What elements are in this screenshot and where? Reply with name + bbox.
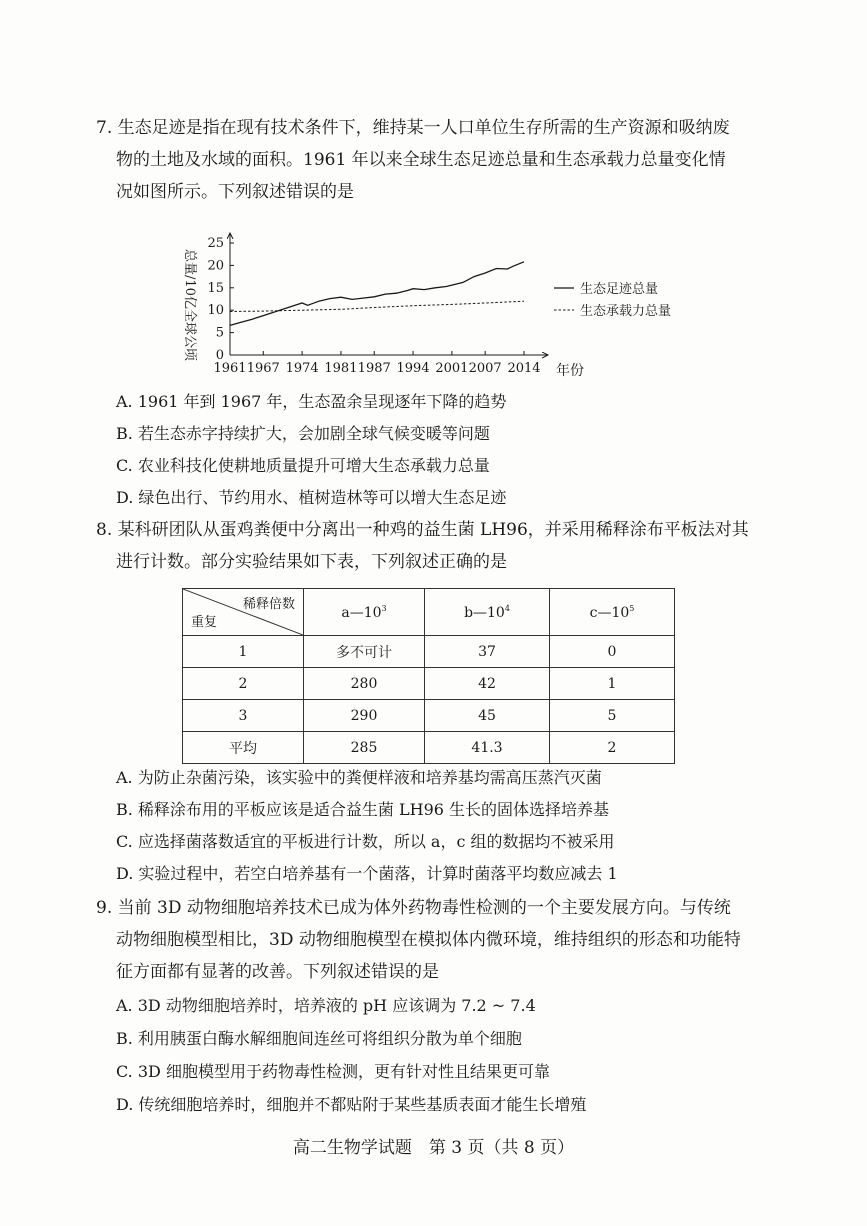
- table-cell: 290: [304, 700, 425, 732]
- legend-label: 生态承载力总量: [580, 304, 672, 319]
- diagonal-header-dilution: 稀释倍数: [242, 597, 295, 612]
- question-7-stem-line-1: 7. 生态足迹是指在现有技术条件下，维持某一人口单位生存所需的生产资源和吸纳废: [96, 118, 730, 138]
- y-tick-label: 20: [207, 258, 224, 274]
- table-cell: 45: [425, 700, 550, 732]
- table-cell: 多不可计: [304, 636, 425, 668]
- x-tick-label: 1981: [324, 361, 358, 376]
- question-7-option-d: D. 绿色出行、节约用水、植树造林等可以增大生态足迹: [116, 488, 507, 507]
- table-cell: 平均: [183, 732, 304, 764]
- chart-x-axis-label: 年份: [556, 363, 584, 379]
- table-cell: 42: [425, 668, 550, 700]
- question-9-stem-line-1: 9. 当前 3D 动物细胞培养技术已成为体外药物毒性检测的一个主要发展方向。与传统: [96, 898, 731, 918]
- question-9-option-d: D. 传统细胞培养时，细胞并不都贴附于某些基质表面才能生长增殖: [116, 1095, 587, 1114]
- table-cell: 1: [550, 668, 675, 700]
- table-row: [183, 636, 675, 668]
- y-tick-label: 0: [215, 348, 224, 363]
- x-tick-label: 1961: [213, 361, 247, 376]
- question-8-stem-line-2: 进行计数。部分实验结果如下表，下列叙述正确的是: [116, 552, 507, 572]
- question-8-option-b: B. 稀释涂布用的平板应该是适合益生菌 LH96 生长的固体选择培养基: [116, 800, 610, 819]
- table-row: [183, 700, 675, 732]
- series-biocapacity-line: [230, 301, 524, 311]
- question-8-option-a: A. 为防止杂菌污染，该实验中的粪便样液和培养基均需高压蒸汽灭菌: [116, 768, 602, 787]
- y-tick-label: 5: [215, 325, 224, 341]
- question-8-option-c: C. 应选择菌落数适宜的平板进行计数，所以 a，c 组的数据均不被采用: [116, 832, 615, 851]
- x-tick-label: 2014: [507, 361, 541, 376]
- table-header-row: [183, 589, 675, 636]
- question-9-stem-line-3: 征方面都有显著的改善。下列叙述错误的是: [116, 962, 439, 982]
- series-footprint-line: [230, 262, 524, 326]
- table-cell: 2: [183, 668, 304, 700]
- x-tick-label: 1967: [246, 361, 280, 376]
- table-cell: 0: [550, 636, 675, 668]
- page-footer: 高二生物学试题 第 3 页（共 8 页）: [292, 1138, 575, 1158]
- table-row: [183, 732, 675, 764]
- question-7-stem-line-3: 况如图所示。下列叙述错误的是: [116, 182, 354, 202]
- x-tick-label: 1974: [285, 361, 319, 376]
- table-header-b: $b—10^4$: [425, 589, 550, 636]
- x-tick-label: 1987: [357, 361, 391, 376]
- experiment-table: [182, 588, 675, 764]
- y-tick-label: 10: [207, 303, 224, 319]
- chart-legend: [554, 281, 671, 319]
- table-row: [183, 668, 675, 700]
- question-7-option-b: B. 若生态赤字持续扩大，会加剧全球气候变暖等问题: [116, 424, 490, 443]
- table-header-c: $c—10^5$: [550, 589, 675, 636]
- question-9-option-b: B. 利用胰蛋白酶水解细胞间连丝可将组织分散为单个细胞: [116, 1029, 522, 1048]
- table-cell: 280: [304, 668, 425, 700]
- table-header-a: $a—10^3$: [304, 589, 425, 636]
- table-diagonal-header: [183, 589, 304, 636]
- table-cell: 41.3: [425, 732, 550, 764]
- table-cell: 3: [183, 700, 304, 732]
- question-7-option-a: A. 1961 年到 1967 年，生态盈余呈现逐年下降的趋势: [116, 392, 507, 411]
- x-tick-label: 1994: [396, 361, 430, 376]
- question-8-option-d: D. 实验过程中，若空白培养基有一个菌落，计算时菌落平均数应减去 1: [116, 864, 618, 883]
- chart-series: [230, 262, 524, 326]
- diagonal-header-repeat: 重复: [191, 615, 218, 630]
- x-tick-label: 2007: [468, 361, 502, 376]
- question-8-stem-line-1: 8. 某科研团队从蛋鸡粪便中分离出一种鸡的益生菌 LH96，并采用稀释涂布平板法对其: [96, 520, 749, 540]
- table-cell: 1: [183, 636, 304, 668]
- question-9-option-c: C. 3D 细胞模型用于药物毒性检测，更有针对性且结果更可靠: [116, 1062, 550, 1081]
- table-cell: 37: [425, 636, 550, 668]
- y-tick-label: 25: [207, 236, 224, 251]
- question-7-stem-line-2: 物的土地及水域的面积。1961 年以来全球生态足迹总量和生态承载力总量变化情: [116, 150, 726, 170]
- question-9-option-a: A. 3D 动物细胞培养时，培养液的 pH 应该调为 7.2 ~ 7.4: [116, 996, 536, 1015]
- x-tick-label: 2001: [435, 361, 469, 376]
- footprint-chart: [170, 225, 710, 385]
- table-cell: 2: [550, 732, 675, 764]
- y-tick-label: 15: [207, 280, 224, 296]
- question-7-option-c: C. 农业科技化使耕地质量提升可增大生态承载力总量: [116, 456, 490, 475]
- chart-y-axis-label: 总量/10亿全球公顷: [182, 249, 197, 361]
- table-cell: 285: [304, 732, 425, 764]
- legend-label: 生态足迹总量: [580, 282, 659, 297]
- question-9-stem-line-2: 动物细胞模型相比，3D 动物细胞模型在模拟体内微环境，维持组织的形态和功能特: [116, 930, 741, 950]
- table-cell: 5: [550, 700, 675, 732]
